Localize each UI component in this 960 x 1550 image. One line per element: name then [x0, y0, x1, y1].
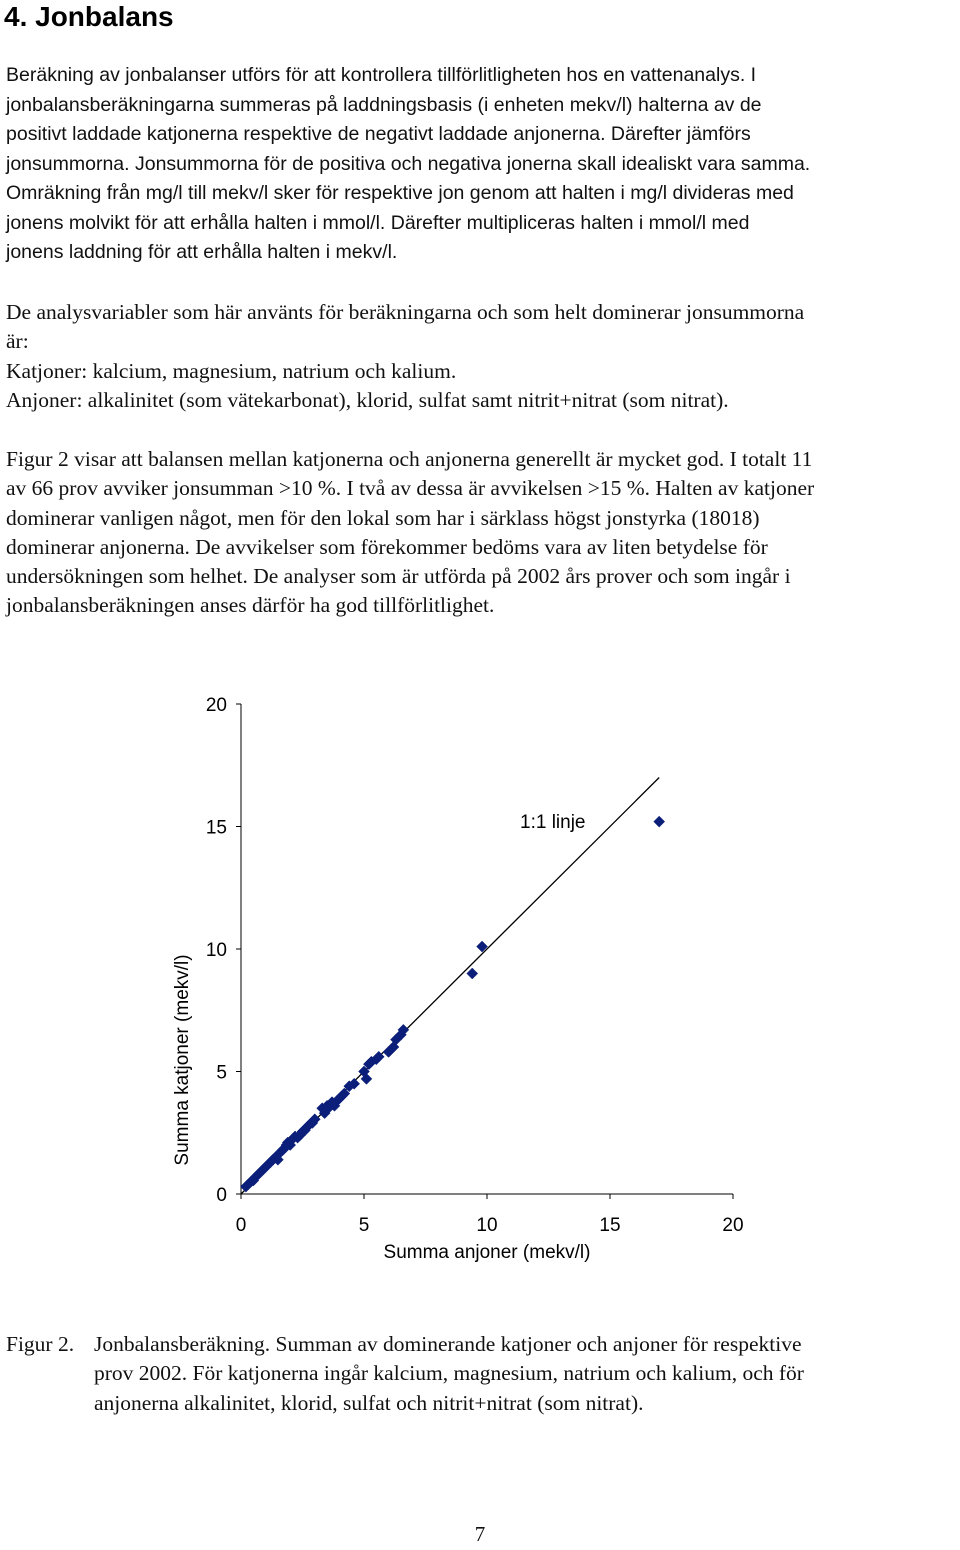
text-line: dominerar anjonerna. De avvikelser som förekommer bedöms vara av liten betydelse för — [6, 534, 768, 559]
x-tick-label: 5 — [358, 1215, 370, 1236]
chart-marks — [206, 695, 744, 1236]
text-line: jonens laddning för att erhålla halten i mekv/l. — [6, 241, 398, 263]
section-heading: 4. Jonbalans — [4, 1, 174, 32]
x-axis-title: Summa anjoner (mekv/l) — [383, 1242, 591, 1263]
paragraph-ion-balance-method — [6, 61, 958, 268]
text-line: jonbalansberäkningarna summeras på laddningsbasis (i enheten mekv/l) halterna av de — [6, 93, 762, 116]
text-line: är: — [6, 329, 29, 354]
reference-line-label: 1:1 linje — [520, 812, 586, 833]
paragraph-analysis-variables — [6, 298, 960, 415]
x-tick-label: 20 — [722, 1215, 744, 1236]
text-line: jonens molvikt för att erhålla halten i mmol/l. Därefter multipliceras halten i mmol/l med — [6, 211, 750, 234]
x-tick-label: 0 — [235, 1215, 247, 1236]
text-line: av 66 prov avviker jonsumman >10 %. I två av dessa är avvikelsen >15 %. Halten av katjoner — [6, 476, 815, 501]
caption-label: Figur 2. — [6, 1332, 75, 1356]
text-line: jonsummorna. Jonsummorna för de positiva och negativa jonerna skall idealiskt vara samma. — [6, 152, 811, 175]
y-axis-title: Summa katjoner (mekv/l) — [172, 954, 193, 1166]
text-line: Figur 2 visar att balansen mellan katjonerna och anjonerna generellt är mycket god. I totalt 11 — [6, 447, 813, 471]
y-tick-label: 15 — [205, 817, 227, 839]
text-line: Beräkning av jonbalanser utförs för att kontrollera tillförlitligheten hos en vattenanalys. I — [6, 64, 757, 86]
ion-balance-scatter-chart — [0, 660, 960, 1300]
caption-line: prov 2002. För katjonerna ingår kalcium, magnesium, natrium och kalium, och för — [94, 1361, 804, 1386]
text-line: Omräkning från mg/l till mekv/l sker för respektive jon genom att halten i mg/l divideras med — [6, 182, 794, 204]
text-line: positivt laddade katjonerna respektive de negativt laddade anjonerna. Därefter jämförs — [6, 123, 751, 145]
caption-text — [94, 1330, 954, 1418]
text-line: jonbalansberäkningen anses därför ha god tillförlitlighet. — [6, 593, 495, 618]
y-tick-label: 5 — [216, 1062, 227, 1084]
text-line: De analysvariabler som här använts för beräkningarna och som helt dominerar jonsummorna — [6, 300, 805, 324]
y-tick-label: 10 — [205, 940, 227, 961]
x-tick-label: 10 — [476, 1215, 498, 1236]
text-line: Katjoner: kalcium, magnesium, natrium och kalium. — [6, 358, 457, 383]
x-tick-label: 15 — [599, 1215, 621, 1236]
page-number: 7 — [474, 1522, 486, 1546]
y-tick-label: 0 — [216, 1185, 227, 1206]
caption-line: anjonerna alkalinitet, klorid, sulfat och nitrit+nitrat (som nitrat). — [94, 1390, 644, 1415]
text-line: undersökningen som helhet. De analyser som är utförda på 2002 års prover och som ingår i — [6, 564, 791, 589]
data-point — [467, 968, 478, 979]
data-point — [654, 816, 665, 827]
y-tick-label: 20 — [205, 695, 227, 716]
paragraph-figure-discussion — [6, 445, 960, 621]
text-line: Anjoner: alkalinitet (som vätekarbonat), klorid, sulfat samt nitrit+nitrat (som nitrat). — [6, 387, 729, 412]
caption-line: Jonbalansberäkning. Summan av dominerande katjoner och anjoner för respektive — [94, 1332, 802, 1356]
text-line: dominerar vanligen något, men för den lokal som har i särklass högst jonstyrka (18018) — [6, 505, 760, 530]
